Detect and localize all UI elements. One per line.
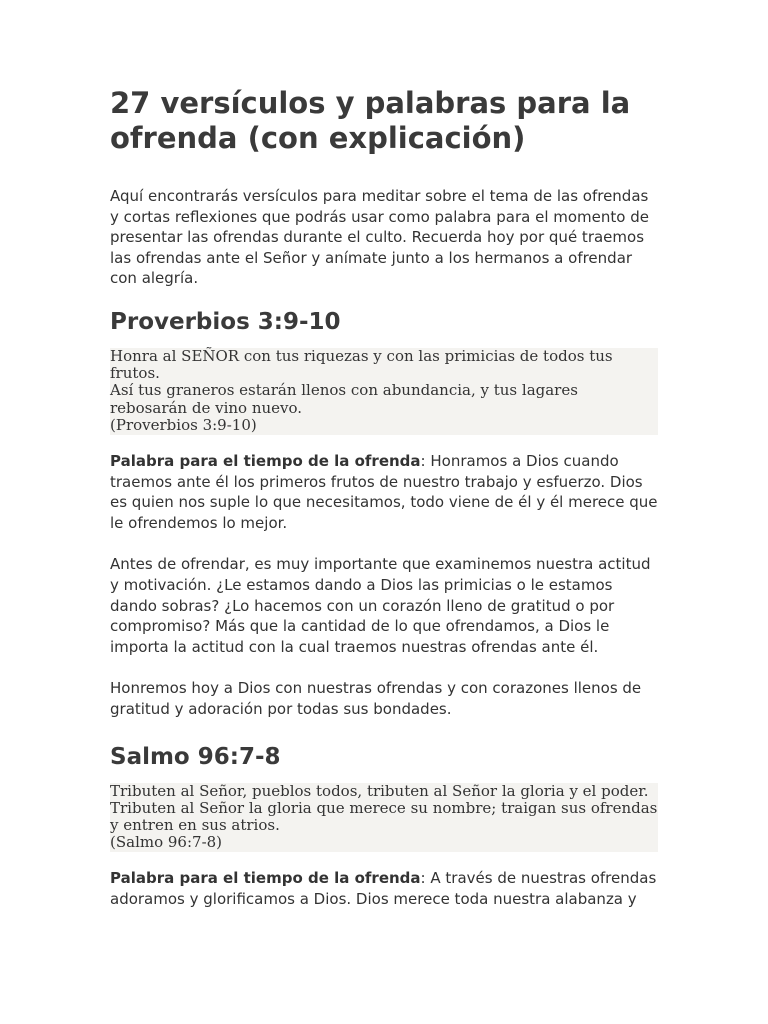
verse-line: Así tus graneros estarán llenos con abundancia, y tus lagares rebosarán de vino nuevo. [110, 381, 578, 417]
reflection-paragraph: Antes de ofrendar, es muy importante que examinemos nuestra actitud y motivación. ¿Le estamos dando a Dios las primicias o le estamos dando sobras? ¿Lo hacemos con un corazón lleno de gratitud o por compromiso? Más que la cantidad de lo que ofrendamos, a Dios le importa la actitud con la cual traemos nuestras ofrendas ante él. [110, 555, 651, 656]
verse-line: Honra al SEÑOR con tus riquezas y con las primicias de todos tus frutos. [110, 346, 613, 383]
reflection-paragraph: Honremos hoy a Dios con nuestras ofrendas y con corazones llenos de gratitud y adoración por todas sus bondades. [110, 679, 642, 718]
intro-paragraph: Aquí encontrarás versículos para meditar sobre el tema de las ofrendas y cortas reflexiones que podrás usar como palabra para el momento de presentar las ofrendas durante el culto. Recuerda hoy por qué traemos las ofrendas ante el Señor y anímate junto a los hermanos a ofrendar con alegría. [110, 187, 649, 288]
offering-word-label: Palabra para el tiempo de la ofrenda [110, 451, 421, 470]
verse-reference: (Salmo 96:7-8) [110, 833, 223, 852]
section-heading-salmo: Salmo 96:7-8 [110, 743, 281, 770]
offering-word-salmo [110, 868, 658, 909]
offering-word-text: : A través de nuestras ofrendas adoramos y glorificamos a Dios. Dios merece toda nuestra alabanza y [110, 869, 657, 908]
verse-line: Tributen al Señor, pueblos todos, tributen al Señor la gloria y el poder. Tributen al Señor la gloria que merece su nombre; traigan sus ofrendas y entren en sus atrios. [110, 781, 658, 834]
section-heading-proverbios: Proverbios 3:9-10 [110, 308, 341, 335]
verse-reference: (Proverbios 3:9-10) [110, 415, 257, 434]
offering-word-text: : Honramos a Dios cuando traemos ante él los primeros frutos de nuestro trabajo y esfuerzo. Dios es quien nos suple lo que necesitamos, todo viene de él y él merece que le ofrendemos lo mejor. [110, 451, 658, 532]
offering-word-label: Palabra para el tiempo de la ofrenda [110, 869, 421, 888]
verse-block-salmo [110, 783, 658, 853]
verse-block-proverbios [110, 348, 658, 435]
offering-word-proverbios [110, 451, 658, 533]
page-title: 27 versículos y palabras para la ofrenda (con explicación) [110, 86, 631, 155]
article [110, 86, 658, 910]
